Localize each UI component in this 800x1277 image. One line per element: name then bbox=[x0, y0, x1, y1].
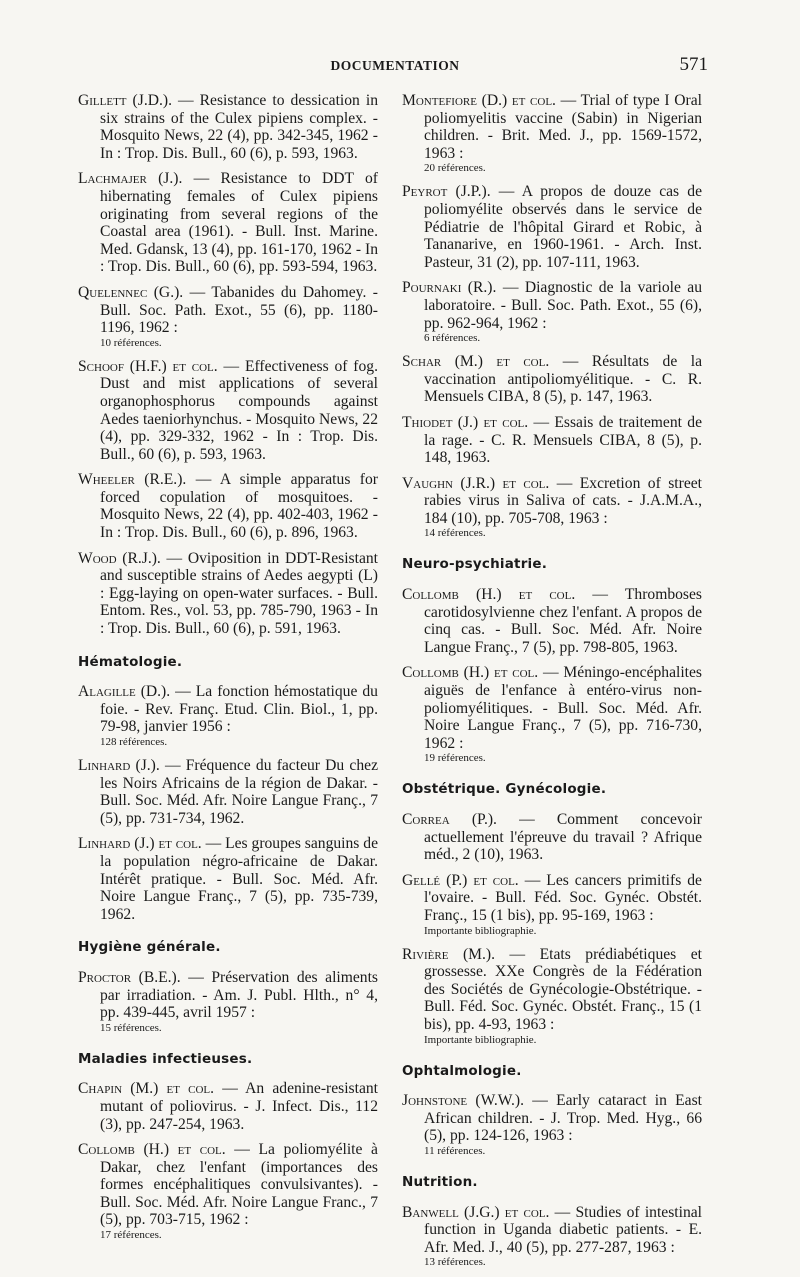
entry-list bbox=[402, 1204, 702, 1270]
entry-author: Vaughn (J.R.) et col. bbox=[402, 474, 550, 492]
entry-author: Gellé (P.) et col. bbox=[402, 871, 519, 889]
entry-text: — Thromboses carotidosylvienne chez l'enfant. A propos de cinq cas. - Bull. Soc. Méd. Afr. Noire Langue Franç., 7 (5), pp. 798-805, 1963. bbox=[424, 586, 702, 656]
entry-references: 11 références. bbox=[424, 1144, 486, 1157]
entry-author: Quelennec (G.). bbox=[78, 283, 184, 301]
entry-author: Linhard (J.) et col. bbox=[78, 835, 202, 853]
entry-text: — Résultats de la vaccination antipoliomyélitique. - C. R. Mensuels CIBA, 8 (5), p. 147, 1963. bbox=[424, 353, 703, 406]
entry-list bbox=[78, 969, 378, 1035]
entry-text: — La fonction hémostatique du foie. - Rev. Franç. Etud. Clin. Biol., 1, pp. 79-98, janvier 1956 : bbox=[100, 683, 378, 736]
right-column bbox=[402, 92, 702, 1277]
entry-text: — Early cataract in East African children. - J. Trop. Med. Hyg., 66 (5), pp. 124-126, 1963 : bbox=[424, 1092, 702, 1145]
entry-text: — Méningo-encéphalites aiguës de l'enfance à entéro-virus non-poliomyélitiques. - Bull. Soc. Méd. Afr. Noire Langue Franç., 7 (5), pp. 716-730, 1962 : bbox=[424, 664, 702, 752]
entry-author: Wheeler (R.E.). bbox=[78, 471, 187, 489]
entry-references: 19 références. bbox=[424, 752, 486, 765]
bibliography-entry bbox=[78, 1141, 378, 1242]
entry-references: 13 références. bbox=[424, 1256, 486, 1269]
entry-text: — Etats prédiabétiques et grossesse. XXe Congrès de la Fédération des Sociétés de Gynécologie-Obstétrique. - Bull. Féd. Soc. Gynéc. Obstét. Franç., 15 (1 bis), pp. 4-93, 1963 : bbox=[424, 945, 702, 1033]
entry-author: Collomb (H.) et col. bbox=[402, 664, 539, 682]
entry-references: 6 références. bbox=[424, 332, 481, 345]
section-heading-ophtalmologie: Ophtalmologie. bbox=[402, 1062, 522, 1079]
bibliography-entry bbox=[402, 1204, 702, 1270]
entry-text: — Oviposition in DDT-Resistant and susceptible strains of Aedes aegypti (L) : Egg-laying on open-water surfaces. - Bull. Entom. Res., vol. 53, pp. 785-790, 1963 - In : Trop. Dis. Bull., 60 (6), p. 591, 1963. bbox=[100, 549, 379, 638]
entry-text: — Trial of type I Oral poliomyelitis vaccine (Sabin) in Nigerian children. - Brit. Med. J., pp. 1569-1572, 1963 : bbox=[424, 92, 702, 162]
page-number: 571 bbox=[679, 54, 708, 75]
bibliography-entry bbox=[402, 811, 702, 864]
entry-author: Schoof (H.F.) et col. bbox=[78, 357, 218, 375]
entry-list bbox=[402, 586, 702, 765]
entry-list bbox=[402, 811, 702, 1047]
entry-author: Chapin (M.) et col. bbox=[78, 1080, 215, 1098]
bibliography-entry bbox=[402, 183, 702, 271]
entry-text: — Fréquence du facteur Du chez les Noirs Africains de la région de Dakar. - Bull. Soc. Méd. Afr. Noire Langue Franç., 7 (5), pp. 731-734, 1962. bbox=[100, 757, 378, 827]
entry-references: Importante bibliographie. bbox=[424, 924, 537, 937]
entry-author: Banwell (J.G.) et col. bbox=[402, 1203, 550, 1221]
entry-list bbox=[78, 683, 378, 923]
entry-text: — An adenine-resistant mutant of poliovirus. - J. Infect. Dis., 112 (3), pp. 247-254, 1963. bbox=[100, 1080, 379, 1133]
bibliography-entry bbox=[78, 683, 378, 749]
entry-text: — Studies of intestinal function in Uganda diabetic patients. - E. Afr. Med. J., 40 (5), pp. 277-287, 1963 : bbox=[424, 1203, 702, 1256]
left-column bbox=[78, 92, 378, 1250]
entry-author: Correa (P.). bbox=[402, 811, 497, 828]
bibliography-entry bbox=[402, 92, 702, 175]
bibliography-entry bbox=[78, 358, 378, 464]
entry-author: Gillett (J.D.). bbox=[78, 92, 172, 109]
entry-references: 20 références. bbox=[424, 162, 486, 175]
bibliography-entry bbox=[78, 969, 378, 1035]
bibliography-entry bbox=[78, 757, 378, 827]
bibliography-entry bbox=[78, 550, 378, 638]
entry-text: — Préservation des aliments par irradiation. - Am. J. Publ. Hlth., n° 4, pp. 439-445, avril 1957 : bbox=[100, 968, 378, 1022]
bibliography-entry bbox=[402, 279, 702, 345]
bibliography-entry bbox=[402, 414, 702, 467]
bibliography-entry bbox=[78, 284, 378, 350]
entry-text: — La poliomyélite à Dakar, chez l'enfant (importances des formes encéphalitiques convulsivantes). - Bull. Soc. Méd. Afr. Noire Langue Franc., 7 (5), pp. 703-715, 1962 : bbox=[100, 1141, 378, 1229]
bibliography-entry bbox=[78, 471, 378, 541]
entry-author: Lachmajer (J.). bbox=[78, 170, 183, 188]
section-heading-nutrition: Nutrition. bbox=[402, 1173, 478, 1190]
entry-text: — A propos de douze cas de poliomyélite observés dans le service de Pédiatrie de l'hôpital Girard et Robic, à Tananarive, en 1960-1961. - Arch. Inst. Pasteur, 31 (2), pp. 107-111, 1963. bbox=[424, 183, 703, 271]
bibliography-entry bbox=[78, 835, 378, 923]
bibliography-entry bbox=[402, 872, 702, 938]
section-heading-hematologie: Hématologie. bbox=[78, 653, 183, 670]
bibliography-entry bbox=[78, 92, 378, 162]
entry-text: — Tabanides du Dahomey. - Bull. Soc. Path. Exot., 55 (6), pp. 1180-1196, 1962 : bbox=[100, 283, 378, 337]
entry-author: Linhard (J.). bbox=[78, 757, 160, 774]
entry-author: Peyrot (J.P.). bbox=[402, 183, 491, 201]
entry-references: 14 références. bbox=[424, 527, 486, 540]
entry-references: 10 références. bbox=[100, 336, 162, 349]
entry-list bbox=[402, 92, 702, 540]
entry-author: Collomb (H.) et col. bbox=[78, 1141, 226, 1159]
entry-text: — Resistance to dessication in six strains of the Culex pipiens complex. - Mosquito News, 22 (4), pp. 342-345, 1962 - In : Trop. Dis. Bull., 60 (6), p. 593, 1963. bbox=[100, 92, 378, 162]
entry-text: — Resistance to DDT of hibernating females of Culex pipiens originating from several regions of the Coastal area (1961). - Bull. Inst. Marine. Med. Gdansk, 13 (4), pp. 161-170, 1962 - In : Trop. Dis. Bull., 60 (6), pp. 593-594, 1963. bbox=[100, 170, 378, 276]
bibliography-entry bbox=[402, 475, 702, 541]
bibliography-entry bbox=[402, 946, 702, 1047]
entry-text: — A simple apparatus for forced copulation of mosquitoes. - Mosquito News, 22 (4), pp. 402-403, 1962 - In : Trop. Dis. Bull., 60 (6), p. 896, 1963. bbox=[100, 471, 378, 542]
entry-references: 128 références. bbox=[100, 736, 168, 748]
section-heading-obstetrique: Obstétrique. Gynécologie. bbox=[402, 781, 607, 798]
bibliography-entry bbox=[402, 353, 702, 406]
entry-references: Importante bibliographie. bbox=[424, 1033, 537, 1046]
entry-author: Schar (M.) et col. bbox=[402, 353, 550, 371]
entry-author: Montefiore (D.) et col. bbox=[402, 92, 556, 109]
entry-text: — Diagnostic de la variole au laboratoire. - Bull. Soc. Path. Exot., 55 (6), pp. 962-964, 1962 : bbox=[424, 279, 702, 332]
section-heading-hygiene: Hygiène générale. bbox=[78, 939, 221, 956]
section-heading-maladies: Maladies infectieuses. bbox=[78, 1050, 253, 1067]
entry-author: Proctor (B.E.). bbox=[78, 968, 181, 986]
entry-references: 17 références. bbox=[100, 1229, 162, 1242]
entry-author: Alagille (D.). bbox=[78, 683, 171, 701]
entry-references: 15 références. bbox=[100, 1021, 162, 1034]
entry-text: — Excretion of street rabies virus in Saliva of cats. - J.A.M.A., 184 (10), pp. 705-708, 1963 : bbox=[424, 474, 702, 527]
entry-author: Wood (R.J.). bbox=[78, 549, 161, 567]
section-heading-neuro: Neuro-psychiatrie. bbox=[402, 556, 548, 573]
entry-list bbox=[78, 92, 378, 638]
entry-text: — Les cancers primitifs de l'ovaire. - Bull. Féd. Soc. Gynéc. Obstét. Franç., 15 (1 bis), pp. 95-169, 1963 : bbox=[424, 871, 702, 924]
bibliography-entry bbox=[402, 586, 702, 656]
entry-text: — Essais de traitement de la rage. - C. R. Mensuels CIBA, 8 (5), p. 148, 1963. bbox=[424, 413, 703, 467]
entry-author: Rivière (M.). bbox=[402, 945, 495, 963]
bibliography-entry bbox=[402, 1092, 702, 1158]
bibliography-entry bbox=[78, 1080, 378, 1133]
running-head: DOCUMENTATION bbox=[330, 58, 460, 73]
entry-author: Johnstone (W.W.). bbox=[402, 1092, 525, 1110]
entry-list bbox=[78, 1080, 378, 1242]
entry-author: Collomb (H.) et col. bbox=[402, 586, 576, 604]
entry-text: — Comment concevoir actuellement l'épreuve du travail ? Afrique méd., 2 (10), 1963. bbox=[424, 811, 702, 864]
bibliography-entry bbox=[402, 664, 702, 765]
entry-author: Pournaki (R.). bbox=[402, 279, 497, 297]
entry-text: — Les groupes sanguins de la population négro-africaine de Dakar. Intérêt pratique. - Bull. Soc. Méd. Afr. Noire Langue Franç., 7 (5), pp. 735-739, 1962. bbox=[100, 835, 378, 923]
entry-list bbox=[402, 1092, 702, 1158]
entry-text: — Effectiveness of fog. Dust and mist applications of several organophosphorus compounds against Aedes taeniorhynchus. - Mosquito News, 22 (4), pp. 329-332, 1962 - In : Trop. Dis. Bull., 60 (6), p. 593, 1963. bbox=[100, 357, 378, 463]
entry-author: Thiodet (J.) et col. bbox=[402, 413, 529, 431]
bibliography-entry bbox=[78, 170, 378, 276]
